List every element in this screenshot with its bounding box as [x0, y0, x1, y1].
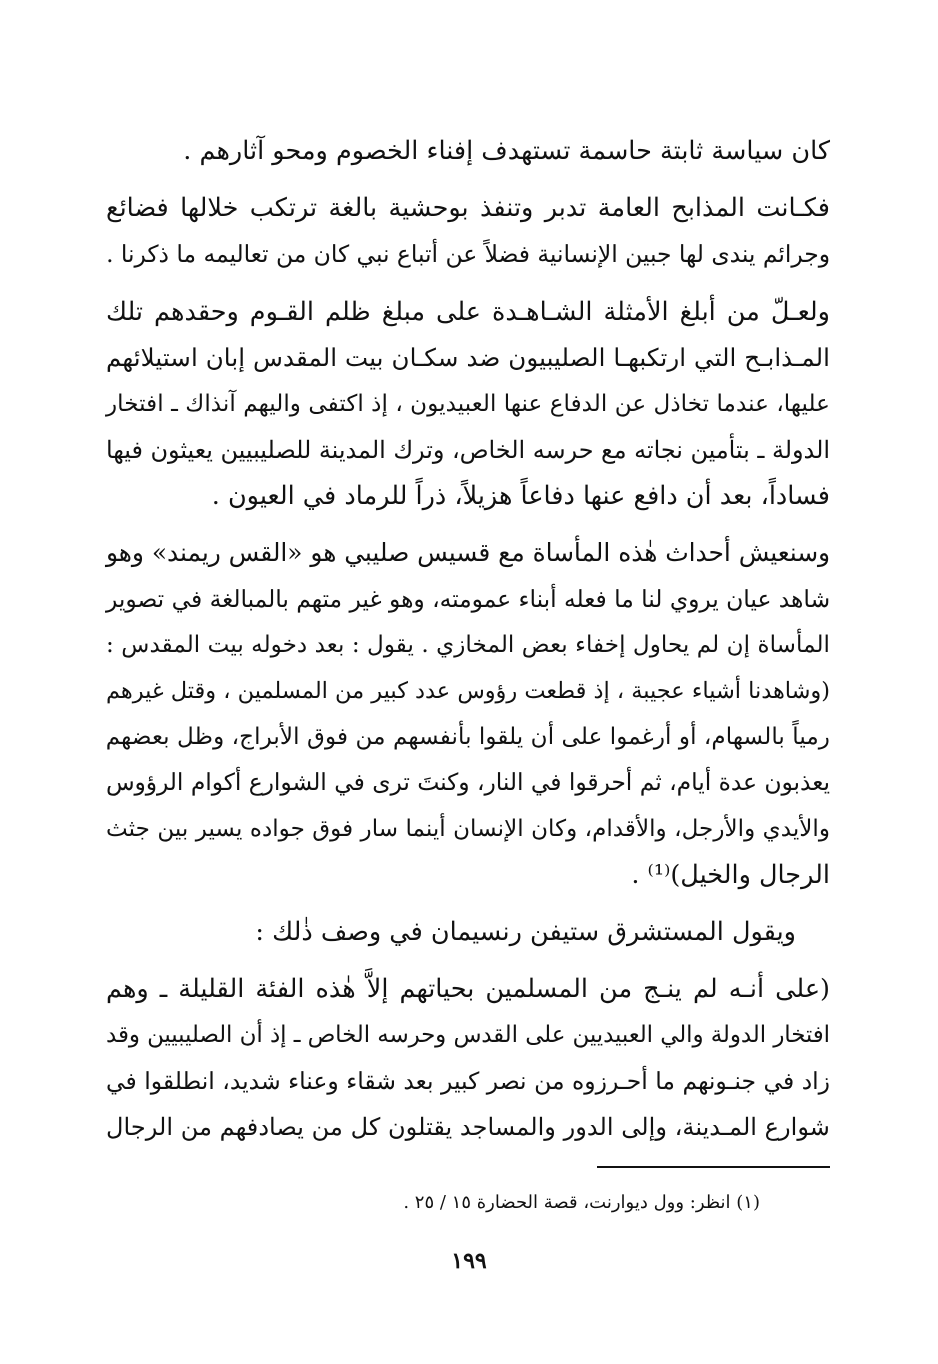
text-line: كان سياسة ثابتة حاسمة تستهدف إفناء الخصوم ومحو آثارهم . [183, 136, 830, 166]
text-line: ويقول المستشرق ستيفن رنسيمان في وصف ذٰلك : [255, 917, 796, 947]
text-line: المـذابـح التي ارتكبهـا الصليبيون ضد سكـان بيت المقدس إبان استيلائهم [106, 343, 830, 372]
text-line: (على أنـه لم ينـج من المسلمين بحياتهم إلاَّ هٰذه الفئة القليلة ـ وهم [106, 974, 830, 1004]
text-line: شوارع المـدينة، وإلى الدور والمساجد يقتلون كل من يصادفهم من الرجال [106, 1113, 830, 1141]
text-line: فكـانت المذابح العامة تدبر وتنفذ بوحشية بالغة ترتكب خلالها فضائع [106, 193, 830, 223]
text-line: عليها، عندما تخاذل عن الدفاع عنها العبيديون ، إذ اكتفى واليهم آنذاك ـ افتخار [106, 391, 830, 417]
text-line: ولعـلّ من أبلغ الأمثلة الشـاهـدة على مبلغ ظلم القـوم وحقدهم تلك [106, 297, 830, 327]
text-line: وسنعيش أحداث هٰذه المأساة مع قسيس صليبي هو «القس ريمند» وهو [106, 538, 830, 567]
text-line: الرجال والخيل)⁽¹⁾ . [631, 860, 830, 890]
text-line: الدولة ـ بتأمين نجاته مع حرسه الخاص، وترك المدينة للصليبيين يعيثون فيها [105, 436, 830, 464]
page-number: ١٩٩ [451, 1248, 487, 1274]
text-line: المأساة إن لم يحاول إخفاء بعض المخازي . يقول : بعد دخوله بيت المقدس : [106, 632, 830, 658]
text-line: وجرائم يندى لها جبين الإنسانية فضلاً عن أتباع نبي كان من تعاليمه ما ذكرنا . [106, 240, 830, 268]
footnote-divider [597, 1166, 830, 1168]
text-line: يعذبون عدة أيام، ثم أحرقوا في النار، وكنتَ ترى في الشوارع أكوام الرؤوس [106, 769, 830, 796]
text-line: والأيدي والأرجل، والأقدام، وكان الإنسان أينما سار فوق جواده يسير بين جثث [106, 816, 830, 842]
text-line: زاد في جنـونهم ما أحـرزوه من نصر كبير بعد شقاء وعناء شديد، انطلقوا في [106, 1067, 830, 1095]
text-line: (وشاهدنا أشياء عجيبة ، إذ قطعت رؤوس عدد كبير من المسلمين ، وقتل غيرهم [106, 678, 830, 704]
text-line: رمياً بالسهام، أو أرغموا على أن يلقوا بأنفسهم من فوق الأبراج، وظل بعضهم [105, 723, 830, 750]
text-line: شاهد عيان يروي لنا ما فعله أبناء عمومته، وهو غير متهم بالمبالغة في تصوير [106, 585, 830, 613]
text-line: افتخار الدولة والي العبيديين على القدس وحرسه الخاص ـ إذ أن الصليبيين وقد [106, 1022, 830, 1048]
footnote: (١) انظر: وول ديوارنت، قصة الحضارة ١٥ / ٢٥ . [403, 1192, 760, 1213]
text-line: فساداً، بعد أن دافع عنها دفاعاً هزيلاً، ذراً للرماد في العيون . [211, 481, 830, 511]
